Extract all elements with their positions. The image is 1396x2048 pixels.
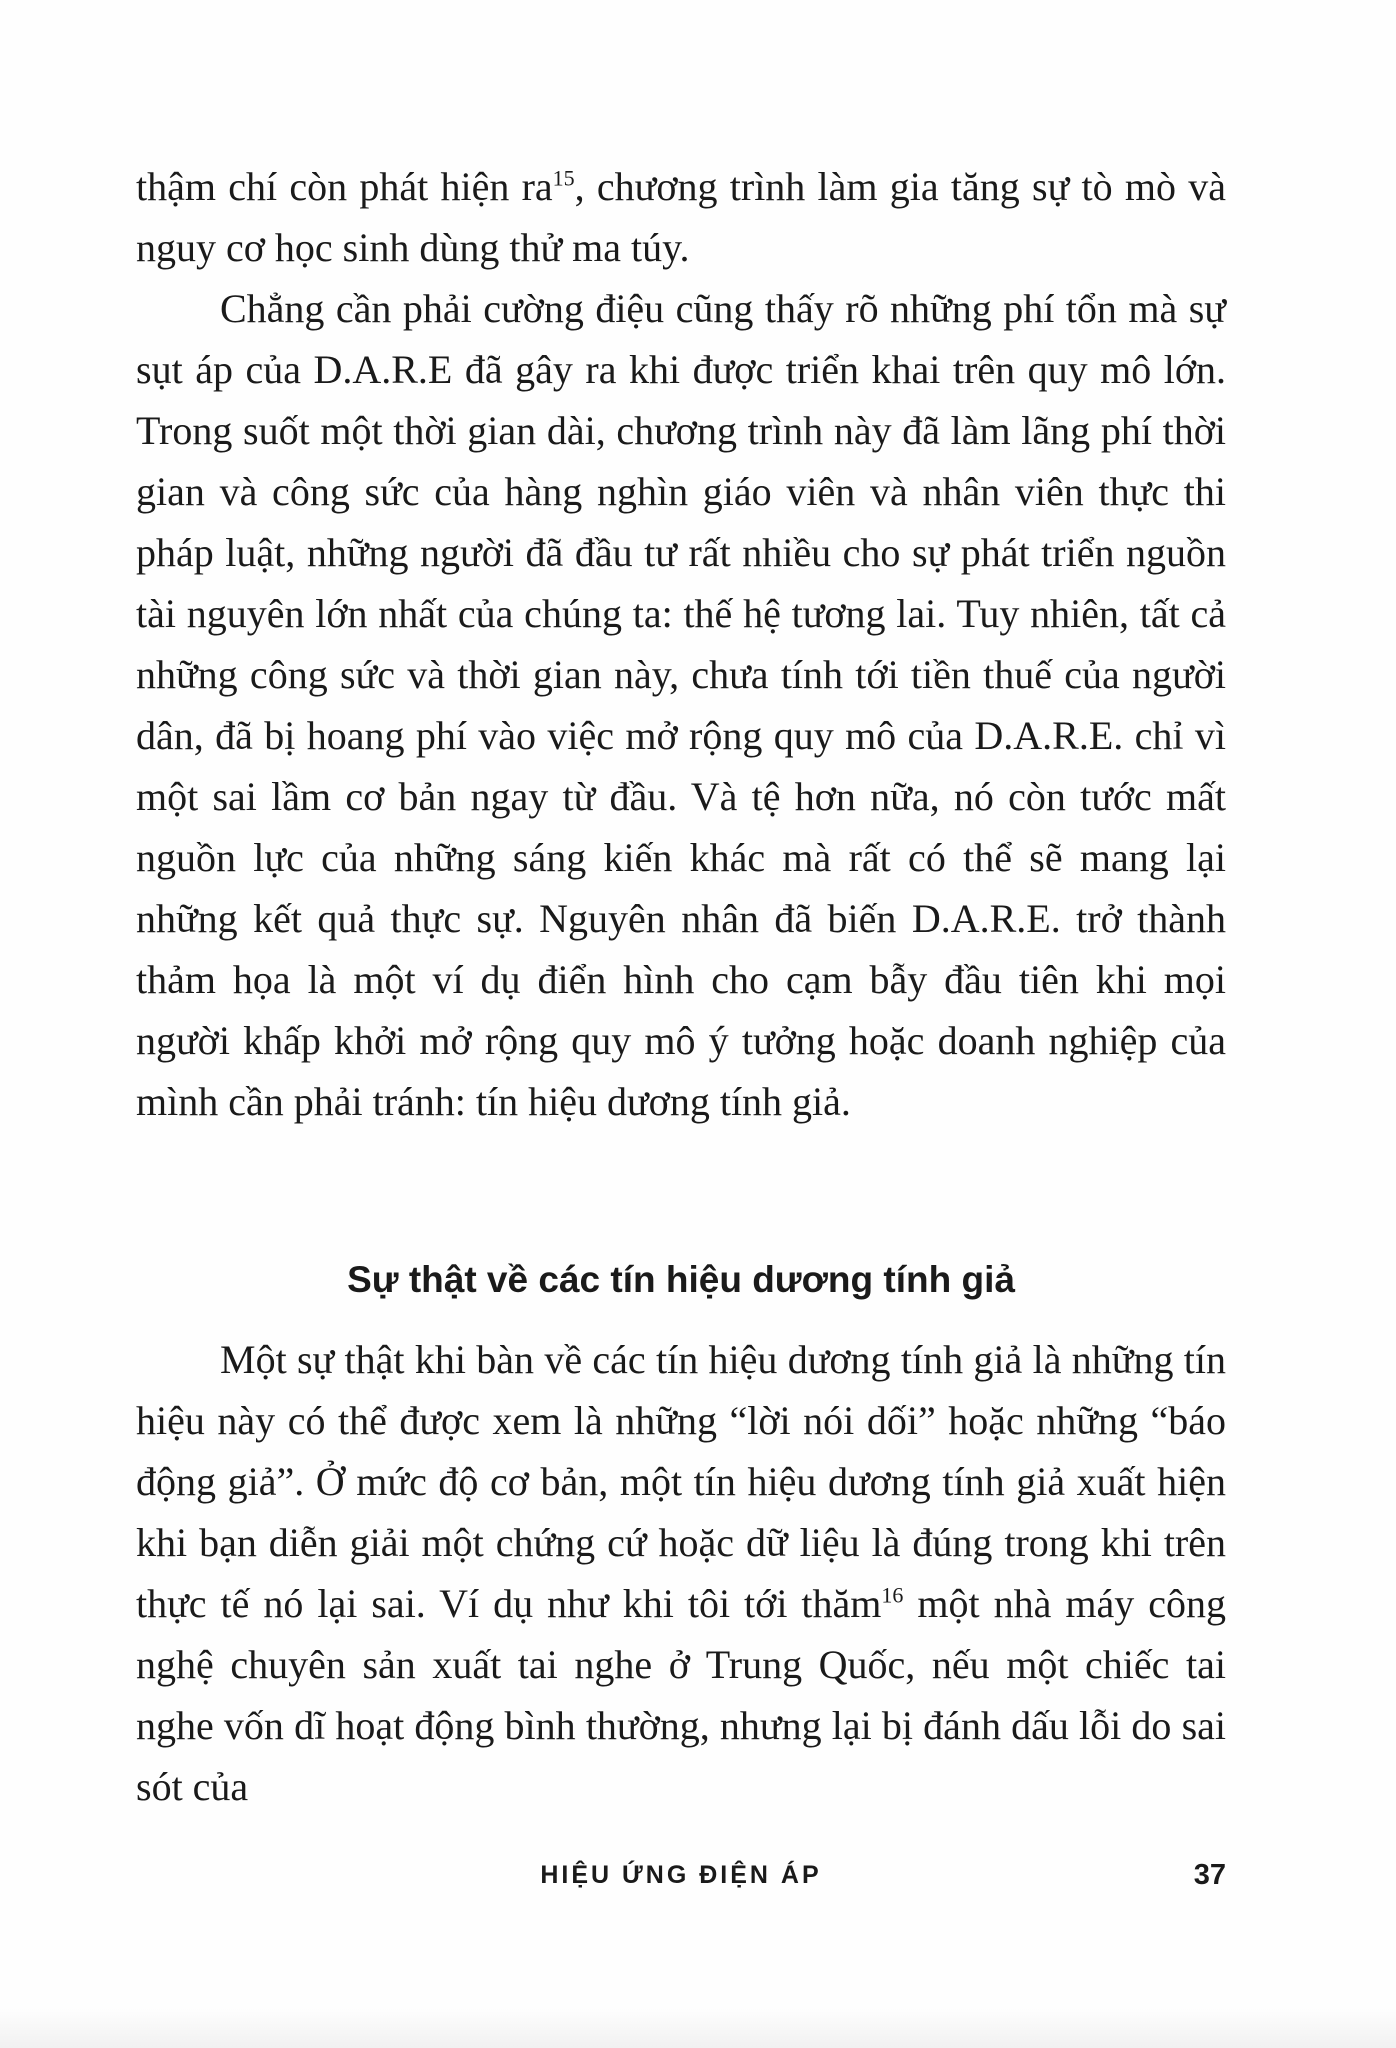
- paragraph: [136, 1329, 1226, 1817]
- section-heading: Sự thật về các tín hiệu dương tính giả: [347, 1259, 1015, 1300]
- paragraph-text: thậm chí còn phát hiện ra: [136, 164, 553, 209]
- paragraph-continuation: [136, 156, 1226, 278]
- page-number: 37: [1193, 1859, 1226, 1891]
- footnote-marker: 16: [881, 1582, 904, 1608]
- paragraph-text: , chương trình làm gia tăng sự tò mò và nguy cơ học sinh dùng thử ma túy.: [136, 164, 1226, 270]
- footnote-marker: 15: [552, 165, 575, 191]
- paragraph-text: Một sự thật khi bàn về các tín hiệu dương tính giả là những tín hiệu này có thể được xem là những “lời nói dối” hoặc những “báo động giả”. Ở mức độ cơ bản, một tín hiệu dương tính giả xuất hiện khi bạn diễn giải một chứng cứ hoặc dữ liệu là đúng trong khi trên thực tế nó lại sai. Ví dụ như khi tôi tới thăm: [136, 1337, 1226, 1626]
- page-footer: [136, 1850, 1226, 1900]
- body-text-top: [136, 156, 1226, 1132]
- paragraph: Chẳng cần phải cường điệu cũng thấy rõ những phí tổn mà sự sụt áp của D.A.R.E đã gây ra khi được triển khai trên quy mô lớn. Trong suốt một thời gian dài, chương trình này đã làm lãng phí thời gian và công sức của hàng nghìn giáo viên và nhân viên thực thi pháp luật, những người đã đầu tư rất nhiều cho sự phát triển nguồn tài nguyên lớn nhất của chúng ta: thế hệ tương lai. Tuy nhiên, tất cả những công sức và thời gian này, chưa tính tới tiền thuế của người dân, đã bị hoang phí vào việc mở rộng quy mô của D.A.R.E. chỉ vì một sai lầm cơ bản ngay từ đầu. Và tệ hơn nữa, nó còn tước mất nguồn lực của những sáng kiến khác mà rất có thể sẽ mang lại những kết quả thực sự. Nguyên nhân đã biến D.A.R.E. trở thành thảm họa là một ví dụ điển hình cho cạm bẫy đầu tiên khi mọi người khấp khởi mở rộng quy mô ý tưởng hoặc doanh nghiệp của mình cần phải tránh: tín hiệu dương tính giả.: [136, 286, 1226, 1124]
- paragraph-text: một nhà máy công nghệ chuyên sản xuất tai nghe ở Trung Quốc, nếu một chiếc tai nghe vốn dĩ hoạt động bình thường, nhưng lại bị đánh dấu lỗi do sai sót của: [136, 1581, 1226, 1809]
- body-text-bottom: [136, 1329, 1226, 1817]
- running-title: HIỆU ỨNG ĐIỆN ÁP: [540, 1861, 822, 1889]
